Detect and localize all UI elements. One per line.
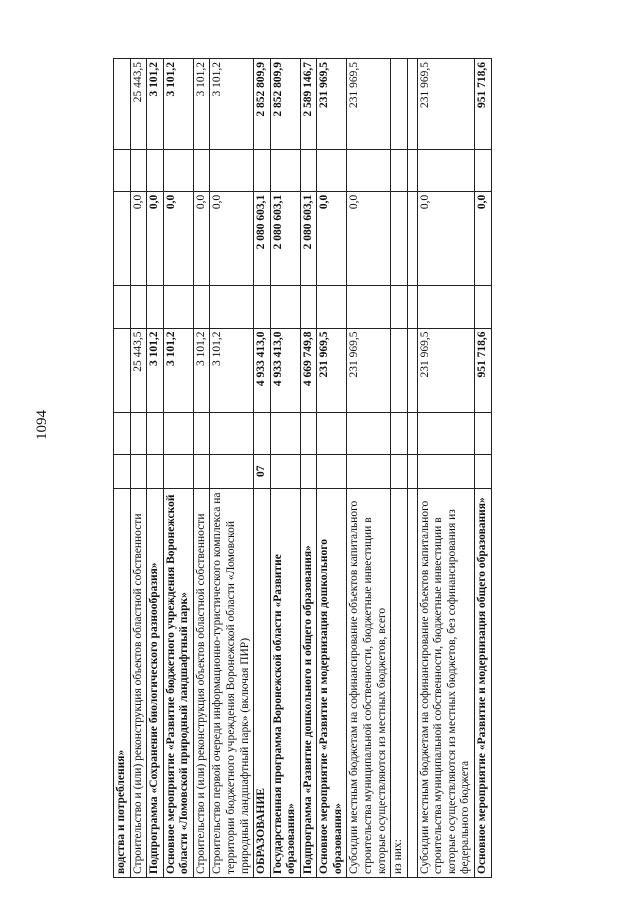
row-value-b bbox=[391, 59, 408, 150]
table-row bbox=[347, 59, 391, 878]
row-value-b: 231 969,5 bbox=[417, 59, 474, 150]
empty-cell bbox=[391, 286, 408, 328]
empty-cell bbox=[114, 412, 131, 454]
empty-cell bbox=[114, 149, 131, 191]
empty-cell bbox=[417, 286, 474, 328]
table-row bbox=[163, 59, 193, 878]
row-name: Строительство и (или) реконструкция объектов областной собственности bbox=[130, 488, 147, 877]
empty-cell bbox=[270, 149, 300, 191]
spacer-cell bbox=[407, 59, 417, 150]
empty-cell bbox=[254, 149, 271, 191]
row-total: 4 933 413,0 bbox=[254, 328, 271, 412]
row-value-a bbox=[391, 191, 408, 286]
row-code bbox=[347, 454, 391, 488]
empty-cell bbox=[130, 286, 147, 328]
table-row bbox=[300, 59, 317, 878]
empty-cell bbox=[210, 149, 254, 191]
row-name: Строительство и (или) реконструкция объектов областной собственности bbox=[193, 488, 210, 877]
empty-cell bbox=[254, 286, 271, 328]
row-total: 951 718,6 bbox=[474, 328, 491, 412]
row-code bbox=[317, 454, 347, 488]
rotated-table-container bbox=[113, 58, 613, 878]
row-total: 3 101,2 bbox=[210, 328, 254, 412]
row-value-a: 0,0 bbox=[193, 191, 210, 286]
empty-cell bbox=[347, 149, 391, 191]
empty-cell bbox=[300, 412, 317, 454]
row-code bbox=[300, 454, 317, 488]
empty-cell bbox=[347, 412, 391, 454]
row-value-b: 2 589 146,7 bbox=[300, 59, 317, 150]
empty-cell bbox=[193, 286, 210, 328]
row-total: 3 101,2 bbox=[147, 328, 164, 412]
row-code bbox=[474, 454, 491, 488]
row-value-b: 2 852 809,9 bbox=[254, 59, 271, 150]
row-code bbox=[391, 454, 408, 488]
row-code: 07 bbox=[254, 454, 271, 488]
empty-cell bbox=[147, 286, 164, 328]
empty-cell bbox=[317, 286, 347, 328]
spacer-cell bbox=[407, 412, 417, 454]
spacer-cell bbox=[407, 149, 417, 191]
empty-cell bbox=[270, 286, 300, 328]
table-row bbox=[391, 59, 408, 878]
empty-cell bbox=[317, 149, 347, 191]
row-name: Государственная программа Воронежской области «Развитие образования» bbox=[270, 488, 300, 877]
row-code bbox=[193, 454, 210, 488]
row-value-b: 25 443,5 bbox=[130, 59, 147, 150]
row-value-a: 0,0 bbox=[163, 191, 193, 286]
spacer-cell bbox=[407, 286, 417, 328]
row-name: водства и потребления» bbox=[114, 488, 131, 877]
row-value-b: 3 101,2 bbox=[193, 59, 210, 150]
table-row bbox=[147, 59, 164, 878]
empty-cell bbox=[163, 286, 193, 328]
row-name: из них: bbox=[391, 488, 408, 877]
table-row bbox=[210, 59, 254, 878]
table-row bbox=[114, 59, 131, 878]
empty-cell bbox=[163, 149, 193, 191]
row-value-b: 2 852 809,9 bbox=[270, 59, 300, 150]
empty-cell bbox=[391, 412, 408, 454]
row-value-a: 0,0 bbox=[210, 191, 254, 286]
table-row bbox=[317, 59, 347, 878]
page-number: 1094 bbox=[34, 410, 50, 440]
row-value-a: 2 080 603,1 bbox=[300, 191, 317, 286]
row-value-a: 0,0 bbox=[417, 191, 474, 286]
row-value-b bbox=[114, 59, 131, 150]
empty-cell bbox=[270, 412, 300, 454]
row-name: Строительство первой очереди информационно-туристического комплекса на территории бюджетного учреждения Воронежской области «Ломовской природный ландшафтный парк» (включая ПИР) bbox=[210, 488, 254, 877]
empty-cell bbox=[391, 149, 408, 191]
empty-cell bbox=[417, 149, 474, 191]
row-code bbox=[210, 454, 254, 488]
row-code bbox=[270, 454, 300, 488]
table-row bbox=[254, 59, 271, 878]
spacer-cell bbox=[407, 488, 417, 877]
empty-cell bbox=[163, 412, 193, 454]
empty-cell bbox=[147, 412, 164, 454]
table-row bbox=[474, 59, 491, 878]
row-total: 231 969,5 bbox=[417, 328, 474, 412]
spacer-cell bbox=[407, 191, 417, 286]
row-value-b: 3 101,2 bbox=[147, 59, 164, 150]
row-name: Подпрограмма «Сохранение биологического разнообразия» bbox=[147, 488, 164, 877]
table-row bbox=[130, 59, 147, 878]
row-total bbox=[114, 328, 131, 412]
row-value-b: 3 101,2 bbox=[163, 59, 193, 150]
row-total: 4 933 413,0 bbox=[270, 328, 300, 412]
empty-cell bbox=[300, 149, 317, 191]
row-name: Основное мероприятие «Развитие бюджетного учреждения Воронежской области «Ломовской природный ландшафтный парк» bbox=[163, 488, 193, 877]
row-value-a: 0,0 bbox=[147, 191, 164, 286]
empty-cell bbox=[474, 149, 491, 191]
empty-cell bbox=[193, 149, 210, 191]
row-total: 25 443,5 bbox=[130, 328, 147, 412]
table-row bbox=[193, 59, 210, 878]
empty-cell bbox=[347, 286, 391, 328]
row-value-b: 231 969,5 bbox=[317, 59, 347, 150]
row-total: 3 101,2 bbox=[163, 328, 193, 412]
empty-cell bbox=[130, 149, 147, 191]
empty-cell bbox=[474, 286, 491, 328]
spacer-cell bbox=[407, 454, 417, 488]
row-value-a: 0,0 bbox=[347, 191, 391, 286]
row-name: Подпрограмма «Развитие дошкольного и общего образования» bbox=[300, 488, 317, 877]
row-value-a: 0,0 bbox=[130, 191, 147, 286]
row-name: ОБРАЗОВАНИЕ bbox=[254, 488, 271, 877]
row-total: 231 969,5 bbox=[347, 328, 391, 412]
empty-cell bbox=[210, 412, 254, 454]
empty-cell bbox=[300, 286, 317, 328]
empty-cell bbox=[130, 412, 147, 454]
empty-cell bbox=[417, 412, 474, 454]
empty-cell bbox=[210, 286, 254, 328]
row-code bbox=[130, 454, 147, 488]
row-code bbox=[417, 454, 474, 488]
row-name: Основное мероприятие «Развитие и модернизация дошкольного образования» bbox=[317, 488, 347, 877]
row-name: Субсидии местным бюджетам на софинансирование объектов капитального строительства муниципальной собственности, бюджетные инвестиции в которые осуществляются из местных бюджетов, всего bbox=[347, 488, 391, 877]
table-spacer-row bbox=[407, 59, 417, 878]
budget-table bbox=[113, 58, 492, 878]
row-code bbox=[114, 454, 131, 488]
row-value-a: 2 080 603,1 bbox=[270, 191, 300, 286]
empty-cell bbox=[147, 149, 164, 191]
row-code bbox=[163, 454, 193, 488]
empty-cell bbox=[114, 286, 131, 328]
row-value-a: 0,0 bbox=[317, 191, 347, 286]
row-name: Субсидии местным бюджетам на софинансирование объектов капитального строительства муниципальной собственности, бюджетные инвестиции в которые осуществляются из местных бюджетов, без софинансирования из федерального бюджета bbox=[417, 488, 474, 877]
row-total: 4 669 749,8 bbox=[300, 328, 317, 412]
table-row bbox=[417, 59, 474, 878]
empty-cell bbox=[193, 412, 210, 454]
empty-cell bbox=[317, 412, 347, 454]
spacer-cell bbox=[407, 328, 417, 412]
row-value-a: 0,0 bbox=[474, 191, 491, 286]
row-total bbox=[391, 328, 408, 412]
empty-cell bbox=[254, 412, 271, 454]
row-name: Основное мероприятие «Развитие и модернизация общего образования» bbox=[474, 488, 491, 877]
row-value-b: 951 718,6 bbox=[474, 59, 491, 150]
row-total: 3 101,2 bbox=[193, 328, 210, 412]
row-value-a: 2 080 603,1 bbox=[254, 191, 271, 286]
row-total: 231 969,5 bbox=[317, 328, 347, 412]
row-value-b: 231 969,5 bbox=[347, 59, 391, 150]
table-row bbox=[270, 59, 300, 878]
row-value-b: 3 101,2 bbox=[210, 59, 254, 150]
row-value-a bbox=[114, 191, 131, 286]
empty-cell bbox=[474, 412, 491, 454]
row-code bbox=[147, 454, 164, 488]
